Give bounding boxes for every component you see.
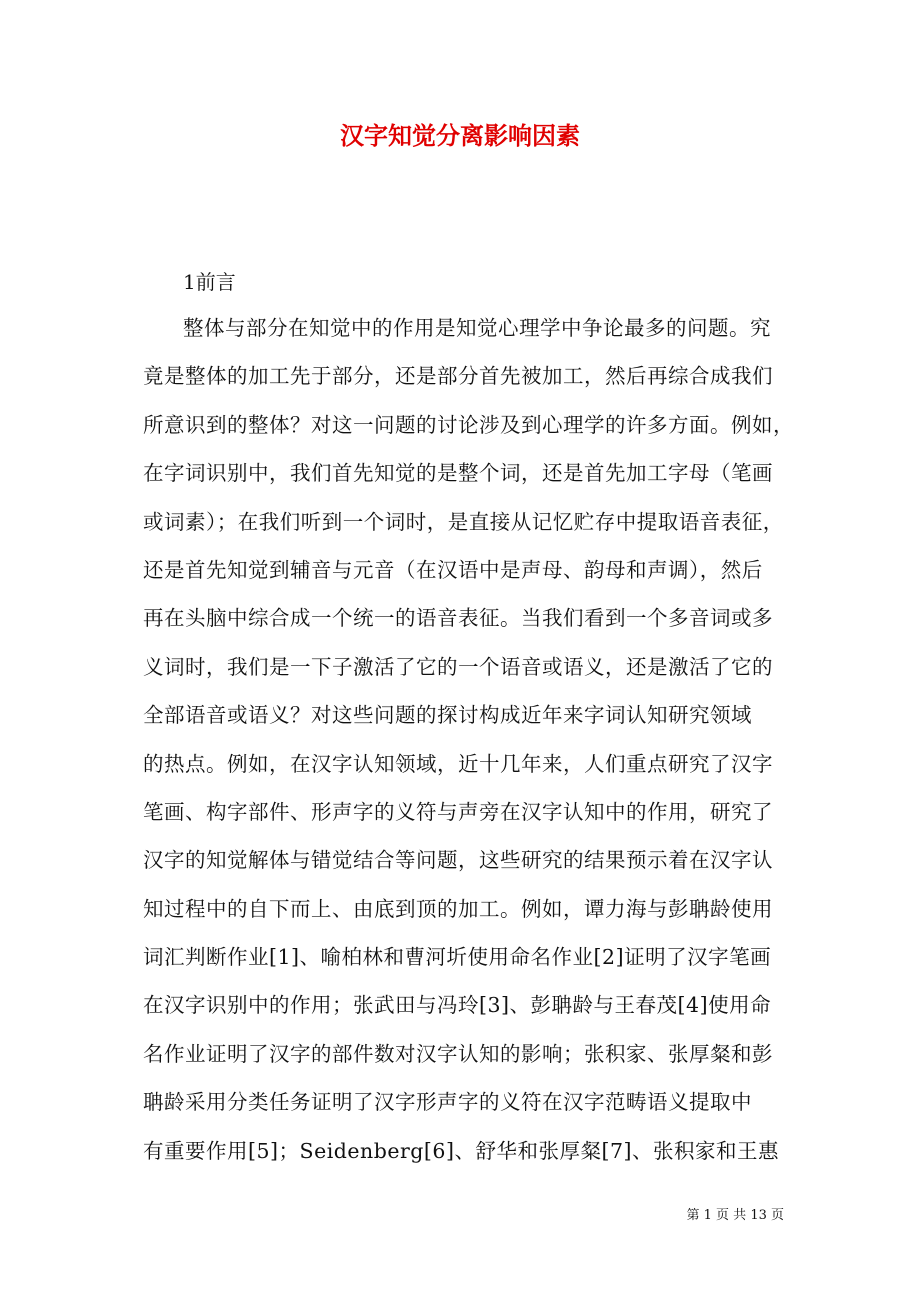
text-line: 整体与部分在知觉中的作用是知觉心理学中争论最多的问题。究 — [183, 316, 771, 340]
text-line: 词汇判断作业[1]、喻柏林和曹河圻使用命名作业[2]证明了汉字笔画 — [143, 945, 772, 970]
text-line: 知过程中的自下而上、由底到顶的加工。例如，谭力海与彭聃龄使用 — [143, 896, 773, 921]
text-line: 有重要作用[5]；Seidenberg[6]、舒华和张厚粲[7]、张积家和王惠 — [143, 1138, 779, 1163]
text-line: 全部语音或语义？对这些问题的探讨构成近年来字词认知研究领域 — [143, 703, 752, 728]
text-line: 名作业证明了汉字的部件数对汉字认知的影响；张积家、张厚粲和彭 — [143, 1041, 773, 1066]
text-line: 笔画、构字部件、形声字的义符与声旁在汉字认知中的作用，研究了 — [143, 799, 773, 824]
text-line: 或词素）；在我们听到一个词时，是直接从记忆贮存中提取语音表征， — [143, 509, 784, 534]
section-heading: 1前言 — [183, 270, 236, 294]
page-footer: 第 1 页 共 13 页 — [686, 1208, 784, 1223]
text-line: 的热点。例如，在汉字认知领域，近十几年来，人们重点研究了汉字 — [143, 751, 773, 776]
text-line: 汉字的知觉解体与错觉结合等问题，这些研究的结果预示着在汉字认 — [143, 848, 773, 873]
text-line: 竟是整体的加工先于部分，还是部分首先被加工，然后再综合成我们 — [143, 364, 773, 389]
text-line: 还是首先知觉到辅音与元音（在汉语中是声母、韵母和声调），然后 — [143, 557, 763, 582]
text-line: 所意识到的整体？对这一问题的讨论涉及到心理学的许多方面。例如， — [143, 412, 794, 437]
text-line: 再在头脑中综合成一个统一的语音表征。当我们看到一个多音词或多 — [143, 606, 773, 631]
body-paragraph — [143, 310, 794, 1181]
document-title: 汉字知觉分离影响因素 — [340, 121, 580, 150]
text-line: 聃龄采用分类任务证明了汉字形声字的义符在汉字范畴语义提取中 — [143, 1090, 752, 1115]
text-line: 义词时，我们是一下子激活了它的一个语音或语义，还是激活了它的 — [143, 654, 773, 679]
text-line: 在字词识别中，我们首先知觉的是整个词，还是首先加工字母（笔画 — [143, 461, 773, 486]
text-line: 在汉字识别中的作用；张武田与冯玲[3]、彭聃龄与王春茂[4]使用命 — [143, 993, 772, 1018]
